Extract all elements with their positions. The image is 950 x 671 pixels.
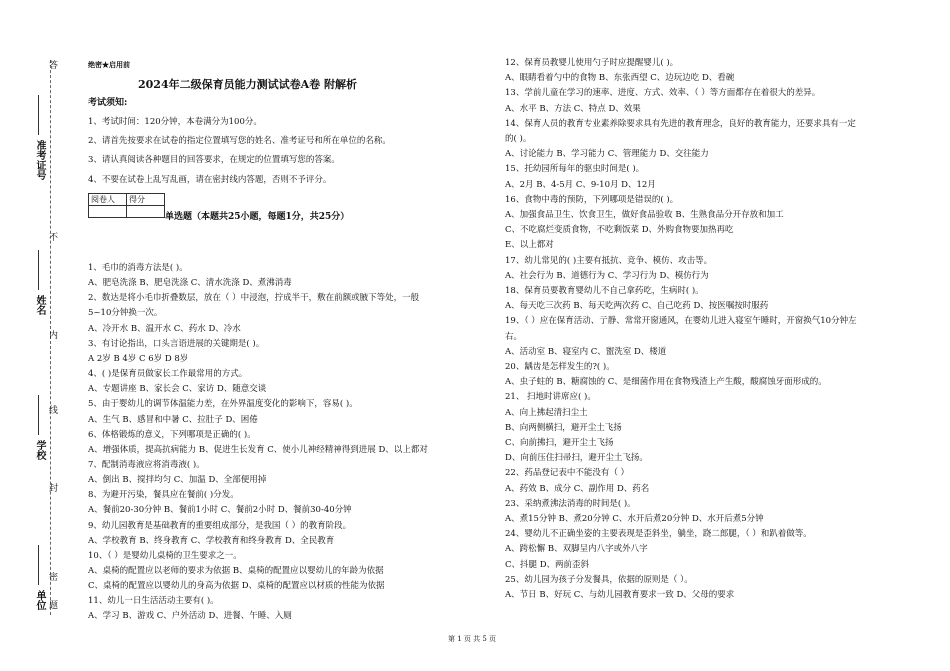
label-school: 学校 — [34, 440, 45, 460]
score-blank[interactable] — [127, 206, 165, 218]
question-line: 的( )。 — [505, 134, 532, 144]
page-footer: 第 1 页 共 5 页 — [448, 635, 497, 643]
question-line: A、2月 B、4-5月 C、9-10月 D、12月 — [505, 179, 656, 190]
question-line: 9、幼儿园教育是基础教育的重要组成部分，是我国（ ）的教育阶段。 — [88, 520, 352, 531]
question-line: A、增强体质，提高抗病能力 B、促进生长发育 C、使小儿神经精神得到进展 D、以上都对 — [88, 444, 428, 455]
seal-char: 答 — [47, 60, 57, 69]
question-line: A、眼睛看着勺中的食物 B、东张西望 C、边玩边吃 D、看碗 — [505, 73, 735, 84]
notice-item: 2、请首先按要求在试卷的指定位置填写您的姓名、准考证号和所在单位的名称。 — [88, 136, 391, 146]
question-line: A、药效 B、成分 C、副作用 D、药名 — [505, 483, 650, 494]
question-line: 3、有讨论指出，口头言语进展的关键期是( )。 — [88, 338, 265, 349]
question-line: A、节日 B、好玩 C、与幼儿园教育要求一致 D、父母的要求 — [505, 590, 735, 600]
question-line: A、加强食品卫生、饮食卫生，做好食品验收 B、生熟食品分开存放和加工 — [505, 210, 784, 220]
question-line: 24、婴幼儿不正确坐姿的主要表现是歪斜坐，躺坐，跷二郎腿，（ ）和趴着做等。 — [505, 529, 812, 540]
question-line: A、讨论能力 B、学习能力 C、管理能力 D、交往能力 — [505, 149, 709, 160]
question-line: 右。 — [505, 331, 523, 342]
question-line: C、不吃腐烂变质食物，不吃剩饭菜 D、外购食物要加热再吃 — [505, 225, 734, 236]
question-line: C、桌椅的配置应以婴幼儿的身高为依据 D、桌椅的配置应以材质的性能为依据 — [88, 581, 385, 592]
fill-line — [38, 250, 39, 290]
question-line: 5、由于婴幼儿的调节体温能力差，在外界温度变化的影响下，容易( )。 — [88, 399, 358, 410]
seal-char: 内 — [47, 330, 57, 339]
question-line: 7、配制消毒液应将消毒液( )。 — [88, 459, 205, 470]
binding-margin — [0, 0, 60, 671]
question-line: A、冷开水 B、温开水 C、药水 D、冷水 — [88, 323, 241, 334]
question-line: 21、 扫地时讲席应( )。 — [505, 392, 596, 403]
question-line: A、生气 B、感冒和中暑 C、拉肚子 D、困倦 — [88, 414, 258, 425]
question-line: 1、毛巾的消毒方法是( )。 — [88, 263, 188, 273]
seal-char: 题 — [47, 600, 57, 609]
question-line: 13、学前儿童在学习的速率、进度、方式、效率、（ ）等方面都存在着很大的差异。 — [505, 88, 821, 99]
question-line: 18、保育员要教育婴幼儿不自己拿药吃，生病时( )。 — [505, 286, 704, 296]
question-line: A、活动室 B、寝室内 C、盥洗室 D、楼道 — [505, 346, 667, 357]
question-line: 23、采纳煮沸法消毒的时间是( )。 — [505, 498, 636, 509]
question-line: 11、幼儿一日生活活动主要有( )。 — [88, 596, 219, 607]
notice-item: 3、请认真阅读各种题目的回答要求，在规定的位置填写您的答案。 — [88, 155, 340, 165]
question-line: 6、体格锻炼的意义，下列哪项是正确的( )。 — [88, 429, 256, 440]
question-line: A、每天吃三次药 B、每天吃两次药 C、自己吃药 D、按医嘱按时服药 — [505, 301, 769, 312]
question-line: A、倒出 B、搅拌均匀 C、加温 D、全部便用掉 — [88, 475, 267, 486]
question-line: A、桌椅的配置应以老师的要求为依据 B、桌椅的配置应以婴幼儿的年龄为依据 — [88, 566, 384, 576]
question-line: 16、食物中毒的预防，下列哪项是错误的( )。 — [505, 194, 679, 205]
question-line: 19、（ ）应在保育活动、亍静、常常开窗通风，在婴幼儿进入寝室午睡时，开窗换气10分钟左 — [505, 316, 857, 327]
question-line: 8、为避开污染，餐具应在餐前( )分发。 — [88, 490, 239, 501]
question-line: A、肥皂洗涤 B、肥皂洗涤 C、清水洗涤 D、煮沸消毒 — [88, 278, 292, 289]
question-line: 5~10分钟换一次。 — [88, 308, 163, 319]
question-line: 17、幼儿常见的( )主要有抵抗、竞争、模仿、攻击等。 — [505, 255, 713, 266]
score-cell: 得分 — [127, 194, 165, 206]
label-name: 姓名 — [34, 295, 45, 315]
question-line: E、以上都对 — [505, 240, 554, 251]
question-line: D、向前压住扫帚扫，避开尘土飞扬。 — [505, 453, 648, 464]
question-line: 22、药品登记表中不能没有（ ） — [505, 468, 630, 479]
question-line: B、向两侧横扫，避开尘土飞扬 — [505, 422, 622, 433]
question-line: 15、托幼园所每年的驱虫时间是( )。 — [505, 164, 645, 175]
fill-line — [38, 95, 39, 135]
question-line: A、向上拂起清扫尘土 — [505, 407, 588, 418]
question-line: C、向前拂扫，避开尘土飞扬 — [505, 438, 614, 448]
notice-item: 4、不要在试卷上乱写乱画，请在密封线内答题，否则不予评分。 — [88, 175, 332, 185]
grader-blank[interactable] — [89, 206, 127, 218]
secret-mark: 绝密★启用前 — [88, 60, 130, 69]
seal-char: 线 — [47, 405, 57, 414]
fill-line — [38, 545, 39, 585]
question-line: 4、( )是保育员做家长工作最常用的方式。 — [88, 369, 248, 380]
fill-line — [38, 395, 39, 435]
question-line: A、煮15分钟 B、煮20分钟 C、水开后煮20分钟 D、水开后煮5分钟 — [505, 514, 764, 524]
question-line: A、餐前20-30分钟 B、餐前1小时 C、餐前2小时 D、餐前30-40分钟 — [88, 505, 352, 516]
question-line: C、抖腿 D、两前歪斜 — [505, 559, 590, 570]
grader-cell: 阅卷人 — [89, 194, 127, 206]
question-line: 2、数达是将小毛巾折叠数层，放在（ ）中浸泡，拧成半干，敷在前额或腋下等处，一般 — [88, 293, 420, 304]
notice-heading: 考试须知: — [88, 98, 128, 108]
notice-item: 1、考试时间：120分钟，本卷满分为100分。 — [88, 117, 262, 127]
question-line: A、专题讲座 B、家长会 C、家访 D、随意交谈 — [88, 384, 267, 395]
question-line: A、虫子蛀的 B、糖腐蚀的 C、是细菌作用在食物残渣上产生酸，酸腐蚀牙面形成的。 — [505, 377, 827, 388]
question-line: 10、（ ）是婴幼儿桌椅的卫生要求之一。 — [88, 550, 242, 561]
seal-char: 密 — [47, 572, 57, 581]
question-line: A 2岁 B 4岁 C 6岁 D 8岁 — [88, 353, 189, 364]
label-unit: 单位 — [34, 590, 45, 610]
question-line: A、学校教育 B、终身教育 C、学校教育和终身教育 D、全民教育 — [88, 535, 335, 546]
label-exam-number: 准考证号 — [34, 140, 45, 180]
question-line: 14、保育人员的教育专业素养除要求具有先进的教育理念，良好的教育能力，还要求具有一定 — [505, 118, 856, 129]
page-title: 2024年二级保育员能力测试试卷A卷 附解析 — [138, 78, 357, 91]
section-title: 单选题（本题共25小题，每题1分，共25分） — [165, 212, 350, 222]
question-line: A、水平 B、方法 C、特点 D、效果 — [505, 103, 641, 114]
seal-char: 不 — [47, 232, 57, 241]
question-line: A、学习 B、游戏 C、户外活动 D、进餐、午睡、入厕 — [88, 611, 292, 622]
question-line: 25、幼儿园为孩子分发餐具，依据的原则是（ ）。 — [505, 574, 693, 585]
question-line: A、社会行为 B、道德行为 C、学习行为 D、模仿行为 — [505, 270, 709, 281]
question-line: 20、龋齿是怎样发生的?( )。 — [505, 362, 615, 372]
score-box — [88, 193, 165, 218]
question-line: A、跨松懈 B、双脚呈内八字或外八字 — [505, 544, 648, 555]
question-line: 12、保育员教婴儿使用勺子时应提醒婴儿( )。 — [505, 58, 679, 68]
seal-char: 封 — [47, 483, 57, 492]
